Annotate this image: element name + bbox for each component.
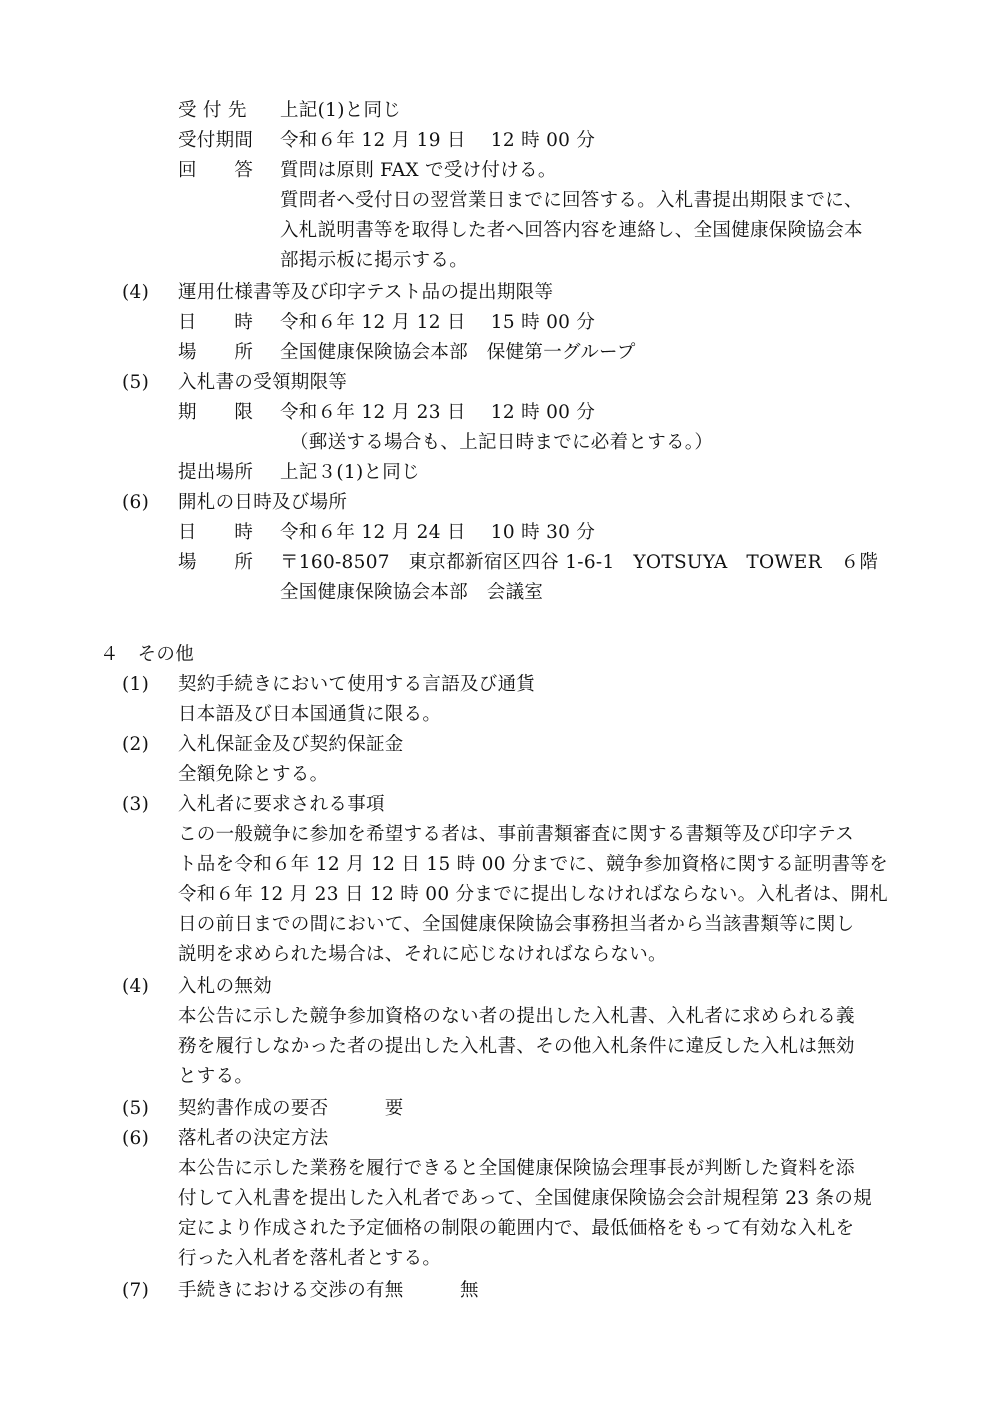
s4-item4-body: 本公告に示した競争参加資格のない者の提出した入札書、入札者に求められる義 bbox=[178, 1006, 855, 1027]
answer-line: 質問者へ受付日の翌営業日までに回答する。入札書提出期限までに、 bbox=[280, 190, 863, 211]
item6-place-label: 場 所 bbox=[178, 552, 254, 573]
s4-item3-body: 令和６年 12 月 23 日 12 時 00 分までに提出しなければならない。入札者は、開札 bbox=[178, 884, 889, 905]
item6-place-value-2: 全国健康保険協会本部 会議室 bbox=[280, 582, 544, 603]
item6-title: 開札の日時及び場所 bbox=[178, 492, 348, 513]
s4-item2-number: (2) bbox=[122, 734, 150, 755]
item6-date-value: 令和６年 12 月 24 日 10 時 30 分 bbox=[280, 522, 596, 543]
answer-line: 入札説明書等を取得した者へ回答内容を連絡し、全国健康保険協会本 bbox=[280, 220, 863, 241]
s4-item6-body: 行った入札者を落札者とする。 bbox=[178, 1248, 442, 1269]
answer-line: 質問は原則 FAX で受け付ける。 bbox=[280, 160, 557, 181]
s4-item1-title: 契約手続きにおいて使用する言語及び通貨 bbox=[178, 674, 536, 695]
s4-item3-body: この一般競争に参加を希望する者は、事前書類審査に関する書類等及び印字テス bbox=[178, 824, 855, 845]
s4-item5-number: (5) bbox=[122, 1098, 150, 1119]
item4-title: 運用仕様書等及び印字テスト品の提出期限等 bbox=[178, 282, 554, 303]
recipient-value: 上記(1)と同じ bbox=[280, 100, 402, 121]
item5-submit-value: 上記３(1)と同じ bbox=[280, 462, 420, 483]
item5-submit-label: 提出場所 bbox=[178, 462, 254, 483]
item4-date-value: 令和６年 12 月 12 日 15 時 00 分 bbox=[280, 312, 596, 333]
s4-item1-body: 日本語及び日本国通貨に限る。 bbox=[178, 704, 442, 725]
item4-date-label: 日 時 bbox=[178, 312, 254, 333]
period-label: 受付期間 bbox=[178, 130, 254, 151]
s4-item2-title: 入札保証金及び契約保証金 bbox=[178, 734, 404, 755]
s4-item6-body: 定により作成された予定価格の制限の範囲内で、最低価格をもって有効な入札を bbox=[178, 1218, 855, 1239]
s4-item6-number: (6) bbox=[122, 1128, 150, 1149]
recipient-label: 受 付 先 bbox=[178, 100, 247, 121]
s4-item2-body: 全額免除とする。 bbox=[178, 764, 329, 785]
item5-deadline-label: 期 限 bbox=[178, 402, 254, 423]
item5-deadline-note: （郵送する場合も、上記日時までに必着とする。） bbox=[290, 432, 714, 453]
item5-deadline-value: 令和６年 12 月 23 日 12 時 00 分 bbox=[280, 402, 596, 423]
s4-item6-body: 付して入札書を提出した入札者であって、全国健康保険協会会計規程第 23 条の規 bbox=[178, 1188, 872, 1209]
s4-item7-title: 手続きにおける交渉の有無 無 bbox=[178, 1280, 479, 1301]
answer-line: 部掲示板に掲示する。 bbox=[280, 250, 469, 271]
s4-item3-body: 説明を求められた場合は、それに応じなければならない。 bbox=[178, 944, 667, 965]
s4-item4-body: 務を履行しなかった者の提出した入札書、その他入札条件に違反した入札は無効 bbox=[178, 1036, 855, 1057]
item6-date-label: 日 時 bbox=[178, 522, 254, 543]
s4-item1-number: (1) bbox=[122, 674, 150, 695]
s4-item4-title: 入札の無効 bbox=[178, 976, 273, 997]
section4-heading: ４ その他 bbox=[100, 644, 195, 665]
item4-number: (4) bbox=[122, 282, 150, 303]
s4-item3-body: 日の前日までの間において、全国健康保険協会事務担当者から当該書類等に関し bbox=[178, 914, 855, 935]
item4-place-label: 場 所 bbox=[178, 342, 254, 363]
s4-item3-body: ト品を令和６年 12 月 12 日 15 時 00 分までに、競争参加資格に関する証明書等を bbox=[178, 854, 889, 875]
s4-item4-number: (4) bbox=[122, 976, 150, 997]
s4-item5-title: 契約書作成の要否 要 bbox=[178, 1098, 404, 1119]
item5-title: 入札書の受領期限等 bbox=[178, 372, 348, 393]
s4-item6-title: 落札者の決定方法 bbox=[178, 1128, 329, 1149]
item6-place-value: 〒160-8507 東京都新宿区四谷 1-6-1 YOTSUYA TOWER ６階 bbox=[280, 552, 879, 573]
item6-number: (6) bbox=[122, 492, 150, 513]
s4-item3-number: (3) bbox=[122, 794, 150, 815]
s4-item6-body: 本公告に示した業務を履行できると全国健康保険協会理事長が判断した資料を添 bbox=[178, 1158, 855, 1179]
item4-place-value: 全国健康保険協会本部 保健第一グループ bbox=[280, 342, 636, 363]
period-value: 令和６年 12 月 19 日 12 時 00 分 bbox=[280, 130, 596, 151]
s4-item4-body: とする。 bbox=[178, 1066, 254, 1087]
answer-label: 回 答 bbox=[178, 160, 254, 181]
s4-item3-title: 入札者に要求される事項 bbox=[178, 794, 385, 815]
item5-number: (5) bbox=[122, 372, 150, 393]
s4-item7-number: (7) bbox=[122, 1280, 150, 1301]
